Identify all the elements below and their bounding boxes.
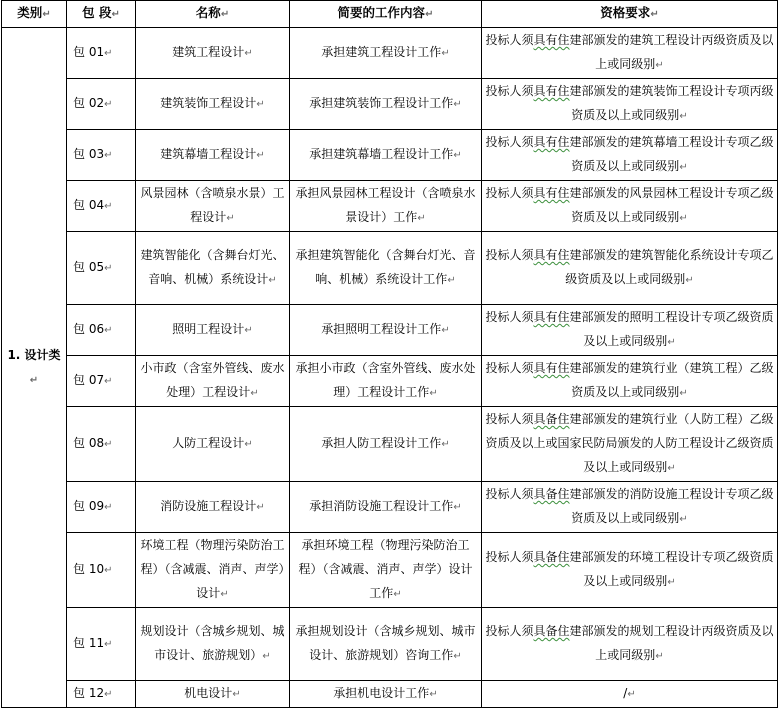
header-requirement: 资格要求↵: [482, 1, 778, 28]
package-cell: 包 01↵: [67, 28, 136, 79]
requirement-cell: /↵: [482, 681, 778, 708]
package-cell: 包 05↵: [67, 232, 136, 305]
work-cell: 承担风景园林工程设计（含喷泉水景设计）工作↵: [290, 181, 482, 232]
work-cell: 承担建筑幕墙工程设计工作↵: [290, 130, 482, 181]
table-row: [2, 232, 778, 305]
requirement-cell: 投标人须具备住建部颁发的建筑行业（人防工程）乙级资质及以上或国家民防局颁发的人防工程设计乙级资质及以上或同级别↵: [482, 407, 778, 482]
table-row: [2, 79, 778, 130]
work-cell: 承担环境工程（物理污染防治工程）（含减震、消声、声学）设计工作↵: [290, 533, 482, 608]
requirement-cell: 投标人须具备住建部颁发的规划工程设计丙级资质及以上或同级别↵: [482, 608, 778, 681]
package-cell: 包 11↵: [67, 608, 136, 681]
name-cell: 机电设计↵: [136, 681, 290, 708]
name-cell: 环境工程（物理污染防治工程）（含减震、消声、声学）设计↵: [136, 533, 290, 608]
header-row: [2, 1, 778, 28]
table-row: [2, 407, 778, 482]
table-row: [2, 28, 778, 79]
package-cell: 包 02↵: [67, 79, 136, 130]
requirement-cell: 投标人须具备住建部颁发的环境工程设计专项乙级资质及以上或同级别↵: [482, 533, 778, 608]
name-cell: 消防设施工程设计↵: [136, 482, 290, 533]
requirement-cell: 投标人须具有住建部颁发的建筑装饰工程设计专项丙级资质及以上或同级别↵: [482, 79, 778, 130]
package-cell: 包 09↵: [67, 482, 136, 533]
table-row: [2, 130, 778, 181]
package-cell: 包 03↵: [67, 130, 136, 181]
name-cell: 风景园林（含喷泉水景）工程设计↵: [136, 181, 290, 232]
work-cell: 承担消防设施工程设计工作↵: [290, 482, 482, 533]
header-package: 包 段↵: [67, 1, 136, 28]
requirement-cell: 投标人须具有住建部颁发的风景园林工程设计专项乙级资质及以上或同级别↵: [482, 181, 778, 232]
work-cell: 承担照明工程设计工作↵: [290, 305, 482, 356]
table-row: [2, 482, 778, 533]
requirement-cell: 投标人须具备住建部颁发的消防设施工程设计专项乙级资质及以上或同级别↵: [482, 482, 778, 533]
table-row: [2, 181, 778, 232]
requirement-cell: 投标人须具有住建部颁发的建筑行业（建筑工程）乙级资质及以上或同级别↵: [482, 356, 778, 407]
table-row: [2, 608, 778, 681]
name-cell: 规划设计（含城乡规划、城市设计、旅游规划）↵: [136, 608, 290, 681]
package-cell: 包 12↵: [67, 681, 136, 708]
header-work: 简要的工作内容↵: [290, 1, 482, 28]
qualification-table: [1, 0, 778, 708]
work-cell: 承担建筑装饰工程设计工作↵: [290, 79, 482, 130]
table-row: [2, 305, 778, 356]
package-cell: 包 10↵: [67, 533, 136, 608]
name-cell: 建筑工程设计↵: [136, 28, 290, 79]
name-cell: 小市政（含室外管线、废水处理）工程设计↵: [136, 356, 290, 407]
header-name: 名称↵: [136, 1, 290, 28]
requirement-cell: 投标人须具有住建部颁发的建筑幕墙工程设计专项乙级资质及以上或同级别↵: [482, 130, 778, 181]
work-cell: 承担机电设计工作↵: [290, 681, 482, 708]
table-row: [2, 681, 778, 708]
work-cell: 承担小市政（含室外管线、废水处理）工程设计工作↵: [290, 356, 482, 407]
requirement-cell: 投标人须具有住建部颁发的建筑智能化系统设计专项乙级资质及以上或同级别↵: [482, 232, 778, 305]
name-cell: 照明工程设计↵: [136, 305, 290, 356]
requirement-cell: 投标人须具有住建部颁发的建筑工程设计丙级资质及以上或同级别↵: [482, 28, 778, 79]
name-cell: 建筑装饰工程设计↵: [136, 79, 290, 130]
package-cell: 包 07↵: [67, 356, 136, 407]
package-cell: 包 08↵: [67, 407, 136, 482]
package-cell: 包 04↵: [67, 181, 136, 232]
category-cell: 1. 设计类↵: [2, 28, 67, 708]
name-cell: 建筑智能化（含舞台灯光、音响、机械）系统设计↵: [136, 232, 290, 305]
header-category: 类别↵: [2, 1, 67, 28]
name-cell: 人防工程设计↵: [136, 407, 290, 482]
table-row: [2, 356, 778, 407]
work-cell: 承担建筑智能化（含舞台灯光、音响、机械）系统设计工作↵: [290, 232, 482, 305]
requirement-cell: 投标人须具有住建部颁发的照明工程设计专项乙级资质及以上或同级别↵: [482, 305, 778, 356]
work-cell: 承担建筑工程设计工作↵: [290, 28, 482, 79]
name-cell: 建筑幕墙工程设计↵: [136, 130, 290, 181]
work-cell: 承担人防工程设计工作↵: [290, 407, 482, 482]
work-cell: 承担规划设计（含城乡规划、城市设计、旅游规划）咨询工作↵: [290, 608, 482, 681]
table-row: [2, 533, 778, 608]
package-cell: 包 06↵: [67, 305, 136, 356]
